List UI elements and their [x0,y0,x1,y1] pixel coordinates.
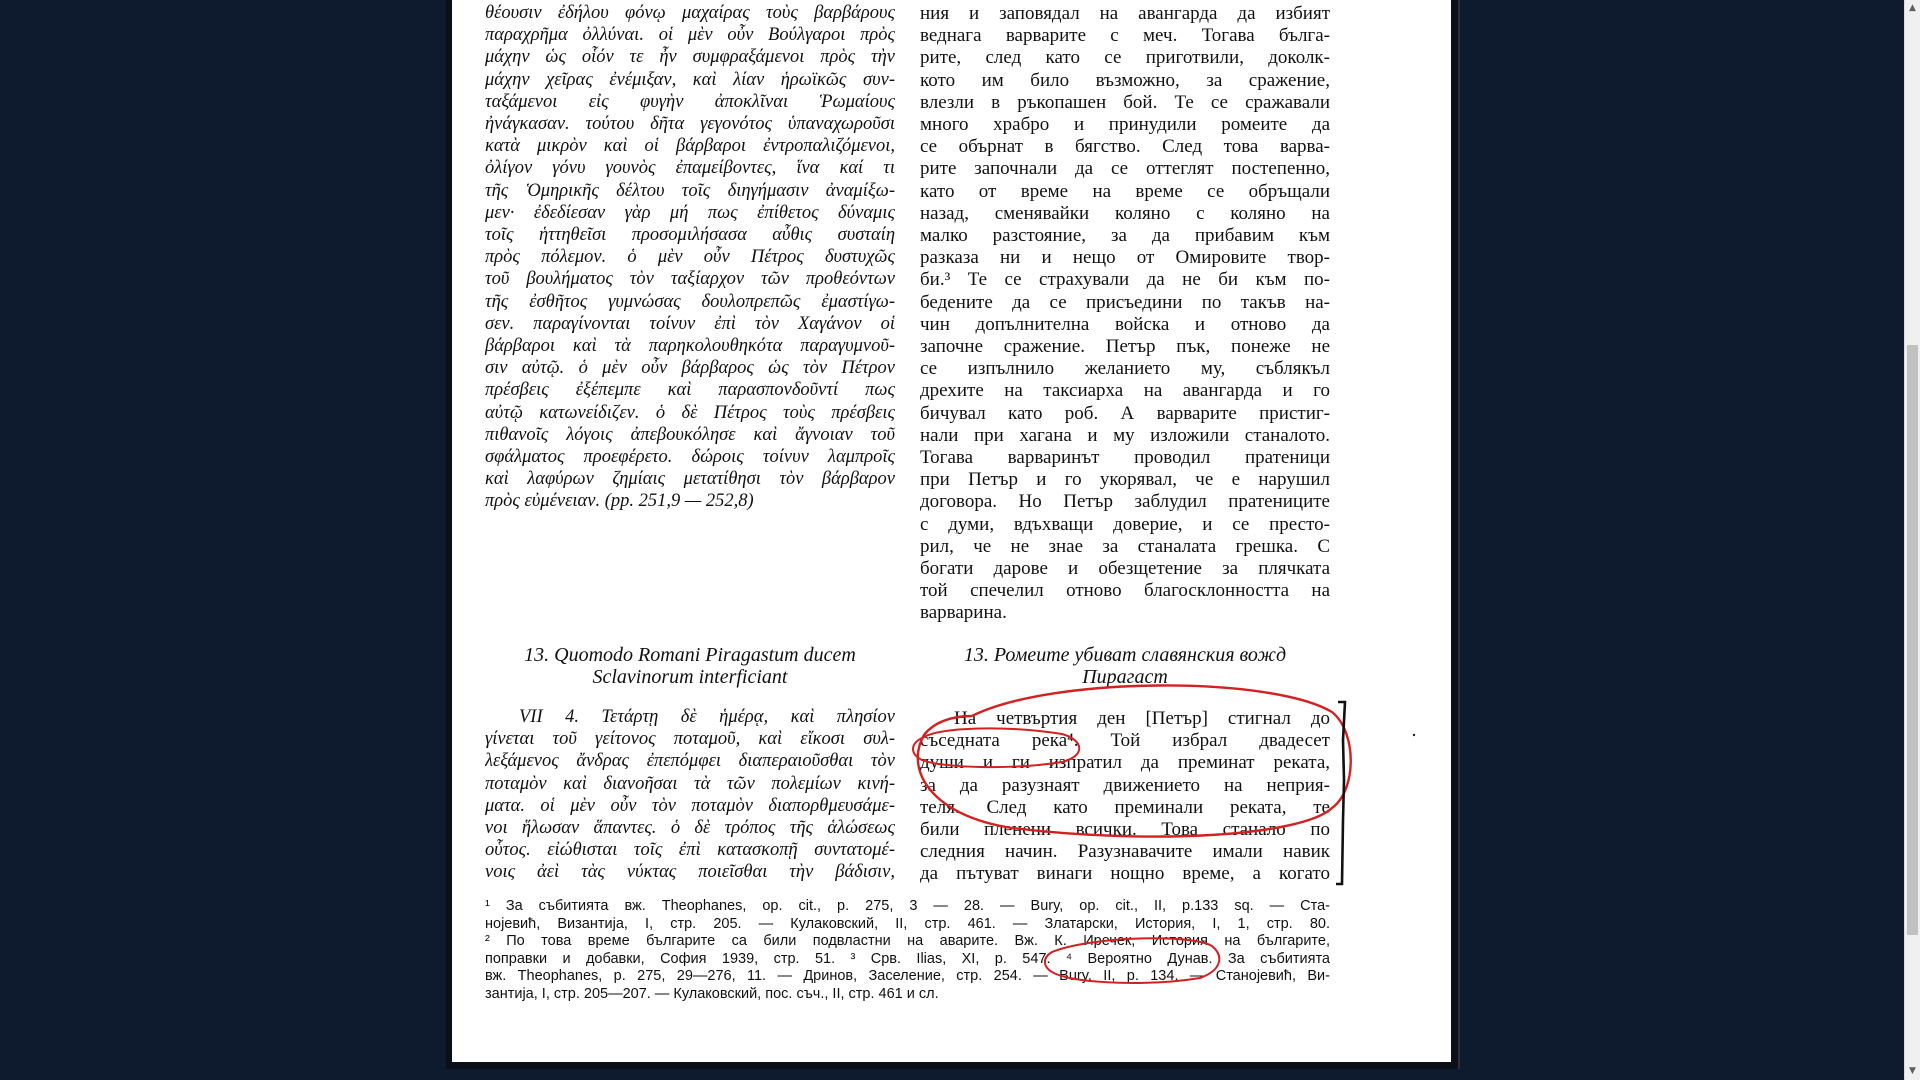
footnote-line: ¹ За събитията вж. Theophanes, op. cit., p. 275, 3 — 28. — Bury, op. cit., II, p.133 sq. — Ста- [485,898,1330,914]
greek-text-top [485,2,895,513]
bulgarian-line: рил, че не знае за станалата грешка. С [920,535,1330,557]
greek-line: τῆς ἐσθῆτος γυμνώσας δουλοπρεπῶς ἐμαστίγω- [485,291,895,312]
bulgarian-line: На четвъртия ден [Петър] стигнал до [954,708,1330,729]
greek-line: κατὰ μικρὸν καὶ οἱ βάρβαροι ἐντροπαλιζόμενοι, [485,136,895,157]
footnote-line: нојевић, Византија, I, стр. 205. — Кулаковский, II, стр. 461. — Златарски, История, I, 1, стр. 80. [485,915,1330,932]
bulgarian-line: малко разстояние, за да прибавим към [920,225,1330,247]
greek-line: ταξάμενοι εἰς φυγὴν ἀποκλῖναι Ῥωμαίους [485,91,895,112]
greek-line: τοῖς ἡττηθεῖσι προσομιλήσασα αὖθις συσταίη [485,225,895,246]
bulgarian-line: следния начин. Разузнавачите имали навик [920,841,1330,863]
greek-line: λεξάμενος ἄνδρας ἐπεπόμφει διαπεραιοῦσθαι τὸν [485,751,895,772]
greek-line: πιθανοῖς λόγοις ἀπεβουκόλησε καὶ ἄγνοιαν τοῦ [485,424,895,445]
greek-line: καὶ λαφύρων ζημίαις μετατίθησι τὸν βάρβαρον [485,469,895,490]
greek-line: οὗτος. εἰώθισται τοῖς ἐπὶ κατασκοπῇ συντατομέ- [485,840,895,861]
greek-line: παραχρῆμα ὀλλύναι. οἱ μὲν οὖν Βούλγαροι πρὸς [485,25,895,46]
greek-line: γίνεται τοῦ γείτονος ποταμοῦ, καὶ εἴκοσι συλ- [485,729,895,750]
bulgarian-line: разказа ни и нещо от Омировите твор- [920,247,1330,269]
footnote-line: зантија, I, стр. 205—207. — Кулаковский, пос. съч., II, стр. 461 и сл. [485,985,939,1002]
bulgarian-line: нали при хагана и му изложили станалото. [920,424,1330,446]
bulgarian-line: веднага варварите с меч. Тогава бълга- [920,25,1330,47]
greek-line: πρὸς εὐμένειαν. (pp. 251,9 — 252,8) [485,491,754,512]
heading-line: Пирагаст [1082,666,1168,688]
greek-line: σιν αὐτῷ. ὁ μὲν οὖν βάρβαρος ὡς τὸν Πέτρον [485,358,895,379]
bulgarian-text-bottom [920,708,1330,886]
bulgarian-line: много храбро и принудили ромеите да [920,114,1330,136]
greek-line: αὐτῷ κατωνείδιζεν. ὁ δὲ Πέτρος τοὺς πρέσβεις [485,402,895,423]
bulgarian-line: с думи, вдъхващи доверие, и се престо- [920,513,1330,535]
bulgarian-line: бедените да се присъедини по такъв на- [920,291,1330,313]
greek-line: ὀλίγον γόνυ γουνὸς ἐπαμείβοντες, ἵνα καί τι [485,158,895,179]
heading-line: Sclavinorum interficiant [592,666,788,688]
bulgarian-line: договора. Но Петър заблудил пратениците [920,491,1330,513]
footnote-line: поправки и добавки, София 1939, стр. 51. ³ Срв. Ilias, XI, p. 547. ⁴ Вероятно Дунав. За събитията [485,950,1330,967]
bulgarian-line: да пътуват винаги нощно време, а когато [920,863,1330,885]
greek-line: πρέσβεις ἐξέπεμπε καὶ παρασπονδοῦντί πως [485,380,895,401]
bulgarian-line: назад, сменявайки коляно с коляно на [920,202,1330,224]
footnote-line: ² По това време българите са били подвластни на аварите. Вж. К. Иречек, История на българите, [485,933,1330,950]
bulgarian-line: влезли в ръкопашен бой. Те се сражавали [920,91,1330,113]
bulgarian-line: чин допълнителна войска и отново да [920,313,1330,335]
greek-line: σφάλματος προεφέρετο. δώροις τοίνυν λαμπροῖς [485,447,895,468]
bulgarian-line: ния и заповядал на авангарда да избият [920,3,1330,24]
heading-line: 13. Quomodo Romani Piragastum ducem [524,644,856,666]
vertical-scrollbar[interactable] [1904,0,1920,1080]
bulgarian-line: богати дарове и обезщетение за плячката [920,558,1330,580]
section-heading-bulgarian [920,644,1330,688]
greek-line: σεν. παραγίνονται τοίνυν ἐπὶ τὸν Χαγάνον οἱ [485,313,895,334]
bulgarian-line: съседната река⁴. Той избрал двадесет [920,730,1330,752]
greek-line: ματα. οἱ μὲν οὖν τὸν ποταμὸν διαπορθμευσάμε- [485,795,895,816]
greek-line: μάχην χεῖρας ἐνέμιξαν, καὶ λίαν ἡρωϊκῶς συν- [485,69,895,90]
margin-bracket-mark [1336,702,1345,884]
bulgarian-line: рите започнали да се оттеглят постепенно, [920,158,1330,180]
bulgarian-line: Тогава варваринът проводил пратеници [920,447,1330,469]
bulgarian-line: теля. След като преминали реката, те [920,796,1330,818]
footnotes [485,898,1330,1004]
bulgarian-line: бичувал като роб. А варварите пристиг- [920,402,1330,424]
scroll-thumb[interactable] [1907,345,1918,935]
bulgarian-line: при Петър и го укорявал, че е нарушил [920,469,1330,491]
scroll-down-arrow-icon[interactable]: ▼ [1909,1066,1916,1076]
greek-line: τῆς Ὁμηρικῆς δέλτου τοῖς διηγήμασιν ἀναμίξω- [485,180,895,201]
greek-line: βάρβαροι καὶ τὰ παρηκολουθηκότα παραγυμνοῦ- [485,336,895,357]
scroll-up-arrow-icon[interactable]: ▲ [1909,3,1916,13]
greek-line: μάχην ὡς οἷόν τε ἦν συμφραξάμενοι πρὸς τὴν [485,47,895,68]
greek-line: ἠνάγκασαν. τούτου δῆτα γεγονότος ὑπαναχωροῦσι [485,114,895,135]
bulgarian-line: рите, след като се приготвили, доколк- [920,47,1330,69]
bulgarian-line: души и ги изпратил да преминат реката, [920,752,1330,774]
document-page [452,0,1451,1062]
greek-line: τοῦ βουλήματος τὸν ταξίαρχον τῶν προθεόντων [485,269,895,290]
greek-line: νοι ἥλωσαν ἅπαντες. ὁ δὲ τρόπος τῆς ἁλώσεως [485,818,895,839]
bulgarian-line: били пленени всички. Това станало по [920,819,1330,841]
greek-line: θέουσιν ἐδήλου φόνῳ μαχαίρας τοὺς βαρβάρους [485,3,895,23]
heading-line: 13. Ромеите убиват славянския вожд [963,644,1287,666]
section-heading-latin [485,644,895,688]
bulgarian-line: би.³ Те се страхували да не би към по- [920,269,1330,291]
greek-line: ποταμὸν καὶ διανοῆσαι τὰ τῶν πολεμίων κινή- [485,773,895,794]
bulgarian-line: дрехите на таксиарха на авангарда и го [920,380,1330,402]
bulgarian-line: варварина. [920,602,1007,624]
greek-text-bottom [485,706,895,884]
greek-line: VII 4. Τετάρτῃ δὲ ἡμέρᾳ, καὶ πλησίον [519,707,895,727]
bulgarian-line: се изпълнило желанието му, съблякъл [920,358,1330,380]
bulgarian-line: той спечелил отново благосклонността на [920,580,1330,602]
bulgarian-text-top [920,3,1330,625]
bulgarian-line: като от време на време се обръщали [920,180,1330,202]
greek-line: μεν· ἐδεδίεσαν γὰρ μή πως ἐπίθετος δύναμις [485,202,895,223]
bulgarian-line: се обърнат в бягство. След това варва- [920,136,1330,158]
greek-line: πρὸς πόλεμον. ὁ μὲν οὖν Πέτρος δυστυχῶς [485,247,895,268]
footnote-line: вж. Theophanes, p. 275, 29—276, 11. — Дринов, Заселение, стр. 254. — Bury, II, p. 134. — Станојевић, Ви- [485,968,1330,985]
ink-dot [1413,734,1415,736]
bulgarian-line: за да разузнаят движението на неприя- [920,774,1330,796]
bulgarian-line: кото им било възможно, за сражение, [920,69,1330,91]
greek-line: νοις ἀεὶ τὰς νύκτας ποιεῖσθαι τὴν βάδισιν, [485,862,895,883]
bulgarian-line: започне сражение. Петър пък, понеже не [920,336,1330,358]
